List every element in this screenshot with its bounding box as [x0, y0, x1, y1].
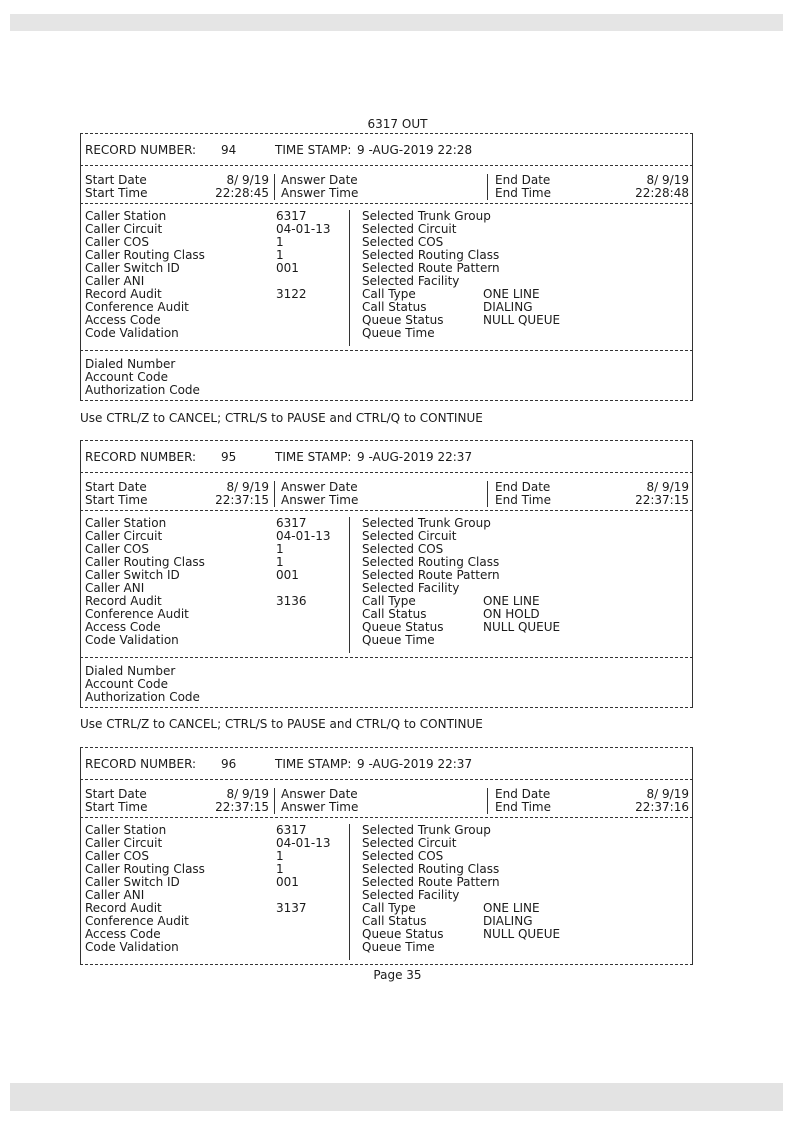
- account-code-label: Account Code: [85, 370, 168, 384]
- caller-ani-label: Caller ANI: [85, 581, 145, 595]
- end-date-label: End Date: [495, 173, 551, 187]
- selected-routing-class-label: Selected Routing Class: [362, 248, 500, 262]
- selected-routing-class-label: Selected Routing Class: [362, 555, 500, 569]
- date-time-row: [80, 780, 693, 817]
- caller-details: [80, 818, 693, 964]
- queue-time-label: Queue Time: [362, 326, 435, 340]
- caller-details: [80, 511, 693, 657]
- selected-trunk-group-label: Selected Trunk Group: [362, 516, 491, 530]
- end-time-label: End Time: [495, 493, 551, 507]
- caller-cos: 1: [276, 235, 284, 249]
- caller-switch-id-label: Caller Switch ID: [85, 261, 180, 275]
- code-validation-label: Code Validation: [85, 326, 179, 340]
- call-record-96: [80, 747, 693, 965]
- record-title-row: [80, 134, 693, 165]
- record-number-label: RECORD NUMBER:: [85, 450, 197, 464]
- start-time-label: Start Time: [85, 493, 148, 507]
- answer-date-label: Answer Date: [281, 787, 358, 801]
- dialed-number-label: Dialed Number: [85, 664, 176, 678]
- caller-switch-id-label: Caller Switch ID: [85, 875, 180, 889]
- caller-station: 6317: [276, 209, 307, 223]
- end-date-label: End Date: [495, 480, 551, 494]
- start-date: 8/ 9/19: [226, 480, 269, 494]
- call-status: DIALING: [483, 914, 533, 928]
- divider: [80, 964, 693, 965]
- caller-cos-label: Caller COS: [85, 849, 149, 863]
- caller-station-label: Caller Station: [85, 516, 167, 530]
- page-header: 6317 OUT: [367, 117, 428, 131]
- caller-circuit-label: Caller Circuit: [85, 836, 163, 850]
- record-number: 96: [221, 757, 237, 771]
- caller-circuit: 04-01-13: [276, 836, 331, 850]
- time-stamp-label: TIME STAMP:: [275, 143, 352, 157]
- selected-trunk-group-label: Selected Trunk Group: [362, 823, 491, 837]
- access-code-label: Access Code: [85, 620, 161, 634]
- caller-cos-label: Caller COS: [85, 542, 149, 556]
- column-separator: [274, 788, 275, 814]
- caller-station-label: Caller Station: [85, 823, 167, 837]
- queue-time-label: Queue Time: [362, 633, 435, 647]
- caller-routing-class: 1: [276, 248, 284, 262]
- call-type: ONE LINE: [483, 901, 540, 915]
- column-separator: [349, 517, 350, 653]
- time-stamp: 9 -AUG-2019 22:28: [357, 143, 473, 157]
- date-time-row: [80, 166, 693, 203]
- scan-edge-bottom: [10, 1083, 783, 1111]
- start-date: 8/ 9/19: [226, 787, 269, 801]
- queue-status-label: Queue Status: [362, 313, 444, 327]
- record-audit: 3136: [276, 594, 307, 608]
- caller-routing-class: 1: [276, 555, 284, 569]
- caller-ani-label: Caller ANI: [85, 888, 145, 902]
- start-date-label: Start Date: [85, 173, 147, 187]
- answer-time-label: Answer Time: [281, 493, 359, 507]
- start-time: 22:37:15: [215, 800, 269, 814]
- call-type-label: Call Type: [362, 901, 416, 915]
- caller-routing-class: 1: [276, 862, 284, 876]
- dialed-number-label: Dialed Number: [85, 357, 176, 371]
- answer-time-label: Answer Time: [281, 186, 359, 200]
- caller-switch-id: 001: [276, 875, 299, 889]
- caller-cos-label: Caller COS: [85, 235, 149, 249]
- selected-circuit-label: Selected Circuit: [362, 222, 457, 236]
- call-type: ONE LINE: [483, 594, 540, 608]
- time-stamp-label: TIME STAMP:: [275, 450, 352, 464]
- column-separator: [487, 481, 488, 507]
- continue-prompt: Use CTRL/Z to CANCEL; CTRL/S to PAUSE and CTRL/Q to CONTINUE: [80, 717, 483, 731]
- caller-cos: 1: [276, 542, 284, 556]
- end-time-label: End Time: [495, 800, 551, 814]
- code-validation-label: Code Validation: [85, 940, 179, 954]
- call-record-95: [80, 440, 693, 708]
- selected-trunk-group-label: Selected Trunk Group: [362, 209, 491, 223]
- caller-circuit: 04-01-13: [276, 222, 331, 236]
- record-title-row: [80, 748, 693, 779]
- call-status-label: Call Status: [362, 607, 427, 621]
- start-date-label: Start Date: [85, 480, 147, 494]
- conference-audit-label: Conference Audit: [85, 300, 189, 314]
- call-status: ON HOLD: [483, 607, 540, 621]
- end-time: 22:37:15: [635, 493, 689, 507]
- call-record-94: [80, 133, 693, 401]
- caller-details: [80, 204, 693, 350]
- end-date: 8/ 9/19: [646, 173, 689, 187]
- start-date: 8/ 9/19: [226, 173, 269, 187]
- caller-station-label: Caller Station: [85, 209, 167, 223]
- start-time: 22:28:45: [215, 186, 269, 200]
- queue-status-label: Queue Status: [362, 620, 444, 634]
- call-type-label: Call Type: [362, 287, 416, 301]
- queue-time-label: Queue Time: [362, 940, 435, 954]
- continue-prompt: Use CTRL/Z to CANCEL; CTRL/S to PAUSE and CTRL/Q to CONTINUE: [80, 411, 483, 425]
- dialed-details: [80, 351, 693, 400]
- caller-routing-class-label: Caller Routing Class: [85, 555, 205, 569]
- column-separator: [349, 824, 350, 960]
- caller-routing-class-label: Caller Routing Class: [85, 248, 205, 262]
- caller-station: 6317: [276, 823, 307, 837]
- start-time-label: Start Time: [85, 186, 148, 200]
- record-number-label: RECORD NUMBER:: [85, 757, 197, 771]
- caller-station: 6317: [276, 516, 307, 530]
- conference-audit-label: Conference Audit: [85, 607, 189, 621]
- record-audit: 3137: [276, 901, 307, 915]
- selected-facility-label: Selected Facility: [362, 274, 460, 288]
- call-status-label: Call Status: [362, 914, 427, 928]
- call-status: DIALING: [483, 300, 533, 314]
- column-separator: [274, 174, 275, 200]
- caller-circuit: 04-01-13: [276, 529, 331, 543]
- selected-cos-label: Selected COS: [362, 235, 444, 249]
- date-time-row: [80, 473, 693, 510]
- column-separator: [349, 210, 350, 346]
- selected-route-pattern-label: Selected Route Pattern: [362, 568, 500, 582]
- selected-facility-label: Selected Facility: [362, 888, 460, 902]
- divider: [80, 707, 693, 708]
- start-time-label: Start Time: [85, 800, 148, 814]
- dialed-details: [80, 658, 693, 707]
- end-time-label: End Time: [495, 186, 551, 200]
- scan-edge-top: [10, 14, 783, 31]
- record-audit-label: Record Audit: [85, 901, 162, 915]
- time-stamp: 9 -AUG-2019 22:37: [357, 757, 473, 771]
- caller-routing-class-label: Caller Routing Class: [85, 862, 205, 876]
- selected-circuit-label: Selected Circuit: [362, 529, 457, 543]
- call-type: ONE LINE: [483, 287, 540, 301]
- page-number: Page 35: [373, 968, 422, 982]
- queue-status: NULL QUEUE: [483, 927, 561, 941]
- answer-time-label: Answer Time: [281, 800, 359, 814]
- caller-circuit-label: Caller Circuit: [85, 222, 163, 236]
- caller-switch-id: 001: [276, 568, 299, 582]
- record-audit-label: Record Audit: [85, 287, 162, 301]
- conference-audit-label: Conference Audit: [85, 914, 189, 928]
- caller-circuit-label: Caller Circuit: [85, 529, 163, 543]
- end-date: 8/ 9/19: [646, 480, 689, 494]
- selected-facility-label: Selected Facility: [362, 581, 460, 595]
- record-audit: 3122: [276, 287, 307, 301]
- record-number: 95: [221, 450, 237, 464]
- answer-date-label: Answer Date: [281, 480, 358, 494]
- call-status-label: Call Status: [362, 300, 427, 314]
- start-date-label: Start Date: [85, 787, 147, 801]
- queue-status: NULL QUEUE: [483, 620, 561, 634]
- answer-date-label: Answer Date: [281, 173, 358, 187]
- access-code-label: Access Code: [85, 313, 161, 327]
- caller-switch-id-label: Caller Switch ID: [85, 568, 180, 582]
- time-stamp-label: TIME STAMP:: [275, 757, 352, 771]
- time-stamp: 9 -AUG-2019 22:37: [357, 450, 473, 464]
- caller-switch-id: 001: [276, 261, 299, 275]
- end-time: 22:37:16: [635, 800, 689, 814]
- end-date: 8/ 9/19: [646, 787, 689, 801]
- authorization-code-label: Authorization Code: [85, 383, 200, 397]
- selected-routing-class-label: Selected Routing Class: [362, 862, 500, 876]
- start-time: 22:37:15: [215, 493, 269, 507]
- caller-ani-label: Caller ANI: [85, 274, 145, 288]
- selected-route-pattern-label: Selected Route Pattern: [362, 261, 500, 275]
- end-date-label: End Date: [495, 787, 551, 801]
- authorization-code-label: Authorization Code: [85, 690, 200, 704]
- selected-circuit-label: Selected Circuit: [362, 836, 457, 850]
- record-title-row: [80, 441, 693, 472]
- code-validation-label: Code Validation: [85, 633, 179, 647]
- selected-route-pattern-label: Selected Route Pattern: [362, 875, 500, 889]
- record-audit-label: Record Audit: [85, 594, 162, 608]
- selected-cos-label: Selected COS: [362, 849, 444, 863]
- end-time: 22:28:48: [635, 186, 689, 200]
- selected-cos-label: Selected COS: [362, 542, 444, 556]
- column-separator: [487, 174, 488, 200]
- queue-status: NULL QUEUE: [483, 313, 561, 327]
- column-separator: [274, 481, 275, 507]
- call-type-label: Call Type: [362, 594, 416, 608]
- access-code-label: Access Code: [85, 927, 161, 941]
- caller-cos: 1: [276, 849, 284, 863]
- divider: [80, 400, 693, 401]
- queue-status-label: Queue Status: [362, 927, 444, 941]
- column-separator: [487, 788, 488, 814]
- account-code-label: Account Code: [85, 677, 168, 691]
- record-number: 94: [221, 143, 237, 157]
- record-number-label: RECORD NUMBER:: [85, 143, 197, 157]
